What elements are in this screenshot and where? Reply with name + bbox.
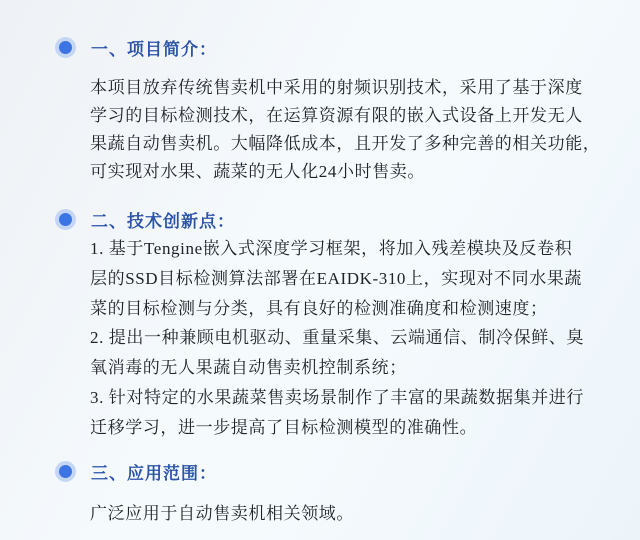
section-body	[90, 234, 600, 443]
body-line: 层的SSD目标检测算法部署在EAIDK-310上，实现对不同水果蔬	[90, 268, 583, 288]
bullet-icon	[55, 37, 76, 58]
section-body	[90, 74, 600, 186]
section-heading: 二、技术创新点：	[91, 211, 235, 231]
section-heading: 一、项目简介：	[91, 39, 217, 59]
section-heading-row	[55, 461, 600, 483]
body-line: 可实现对水果、蔬菜的无人化24小时售卖。	[90, 162, 425, 181]
body-line: 迁移学习，进一步提高了目标检测模型的准确性。	[90, 417, 478, 437]
body-line: 1. 基于Tengine嵌入式深度学习框架，将加入残差模块及反卷积	[90, 239, 573, 258]
body-line: 本项目放弃传统售卖机中采用的射频识别技术，采用了基于深度	[90, 78, 583, 97]
body-line: 广泛应用于自动售卖机相关领域。	[90, 503, 354, 523]
section	[55, 36, 600, 186]
bullet-icon	[55, 461, 76, 482]
section	[55, 208, 600, 443]
body-line: 氧消毒的无人果蔬自动售卖机控制系统；	[90, 358, 407, 378]
section-body	[90, 500, 600, 528]
section	[55, 461, 600, 528]
body-line: 果蔬自动售卖机。大幅降低成本，且开发了多种完善的相关功能，	[90, 134, 601, 153]
section-heading: 三、应用范围：	[91, 464, 217, 484]
section-heading-row	[55, 36, 600, 58]
body-line: 菜的目标检测与分类，具有良好的检测准确度和检测速度；	[90, 298, 548, 318]
body-line: 3. 针对特定的水果蔬菜售卖场景制作了丰富的果蔬数据集并进行	[90, 387, 584, 407]
section-heading-row	[55, 208, 600, 230]
bullet-icon	[55, 209, 76, 230]
body-line: 2. 提出一种兼顾电机驱动、重量采集、云端通信、制冷保鲜、臭	[90, 328, 584, 348]
body-line: 学习的目标检测技术，在运算资源有限的嵌入式设备上开发无人	[90, 106, 583, 125]
